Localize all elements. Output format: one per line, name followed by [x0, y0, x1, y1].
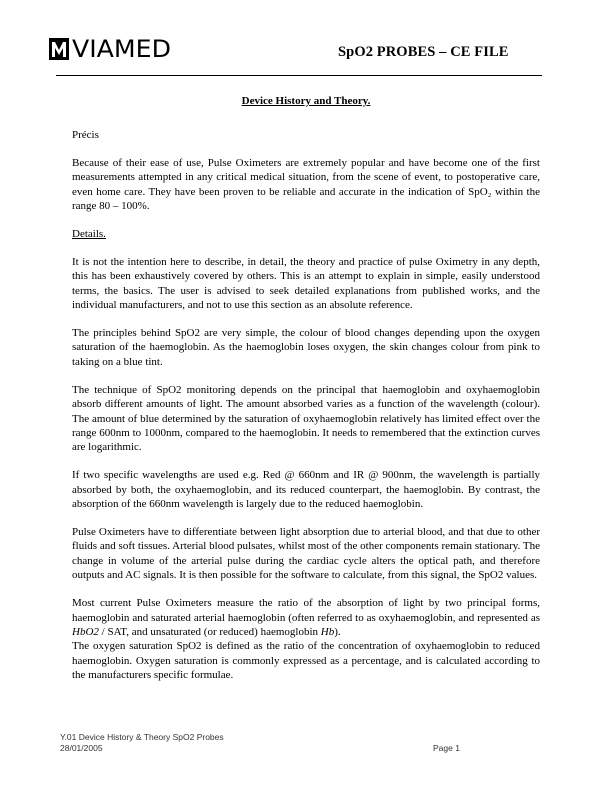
footer-page-number: Page 1	[433, 743, 460, 753]
text-run: / SAT, and unsaturated (or reduced) haemoglobin	[98, 625, 321, 638]
document-title	[0, 95, 612, 107]
logo-text: VIAMED	[72, 35, 171, 63]
footer-doc-ref: Y.01 Device History & Theory SpO2 Probes	[60, 732, 224, 742]
details-paragraph-7: The oxygen saturation SpO2 is defined as the ratio of the concentration of oxyhaemoglobin to reduced haemoglobin. Oxygen saturation is commonly expressed as a percentage, and is calculated according to the manufacturers specific formulae.	[72, 640, 540, 682]
precis-heading: Précis	[72, 129, 99, 141]
precis-paragraph: Because of their ease of use, Pulse Oximeters are extremely popular and have become one of the first measurements attempted in any critical medical situation, from the scene of event, to postoperative care, even home care. They have been proven to be reliable and accurate in the indication of SpO₂ within the range 80 – 100%.	[72, 156, 540, 213]
text-run: Most current Pulse Oximeters measure the ratio of the absorption of light by two principal forms, haemoglobin and saturated arterial haemoglobin (often referred to as oxyhaemoglobin, and represented as	[72, 597, 540, 624]
details-paragraph-6	[72, 596, 540, 639]
details-paragraph-1: It is not the intention here to describe, in detail, the theory and practice of pulse Oximetry in any depth, this has been exhaustively covered by others. This is an attempt to explain in simple, easily understood terms, the basics. The user is advised to seek detailed explanations from published works, and the individual manufacturers, and not to use this section as an absolute reference.	[72, 255, 540, 312]
document-title-text: Device History and Theory.	[241, 95, 371, 107]
document-body	[72, 128, 540, 696]
viamed-m-logo-icon	[49, 38, 69, 60]
text-run: ).	[334, 625, 341, 638]
italic-run: HbO2	[72, 625, 99, 638]
footer-date: 28/01/2005	[60, 743, 103, 753]
viamed-logo	[49, 35, 171, 63]
details-paragraph-4: If two specific wavelengths are used e.g. Red @ 660nm and IR @ 900nm, the wavelength is partially absorbed by both, the oxyhaemoglobin, and its reduced counterpart, the haemoglobin. By contrast, the absorption of the 660nm wavelength is largely due to the reduced haemoglobin.	[72, 469, 540, 511]
details-paragraph-5: Pulse Oximeters have to differentiate between light absorption due to arterial blood, and that due to other fluids and soft tissues. Arterial blood pulsates, whilst most of the other components remain stationary. The change in volume of the arterial pulse during the cardiac cycle alters the optical path, and therefore outputs and AC signals. It is then possible for the software to calculate, from this signal, the SpO2 values.	[72, 526, 540, 582]
header-title: SpO2 PROBES – CE FILE	[338, 44, 509, 60]
details-paragraph-2: The principles behind SpO2 are very simple, the colour of blood changes depending upon the oxygen saturation of the haemoglobin. As the haemoglobin loses oxygen, the skin changes colour from pink to taking on a blue tint.	[72, 327, 540, 368]
page-footer	[60, 732, 540, 754]
header-divider	[56, 75, 542, 76]
details-heading-text: Details.	[72, 228, 106, 241]
details-paragraph-3: The technique of SpO2 monitoring depends on the principal that haemoglobin and oxyhaemoglobin absorb different amounts of light. The amount absorbed varies as a function of the wavelength (colour). The amount of blue determined by the saturation of oxyhaemoglobin relatively has limited effect over the range 600nm to 1000nm, compared to the haemoglobin. It needs to remembered that the extinction curves are logarithmic.	[72, 383, 540, 454]
italic-run: Hb	[320, 625, 335, 638]
details-heading	[72, 227, 540, 241]
